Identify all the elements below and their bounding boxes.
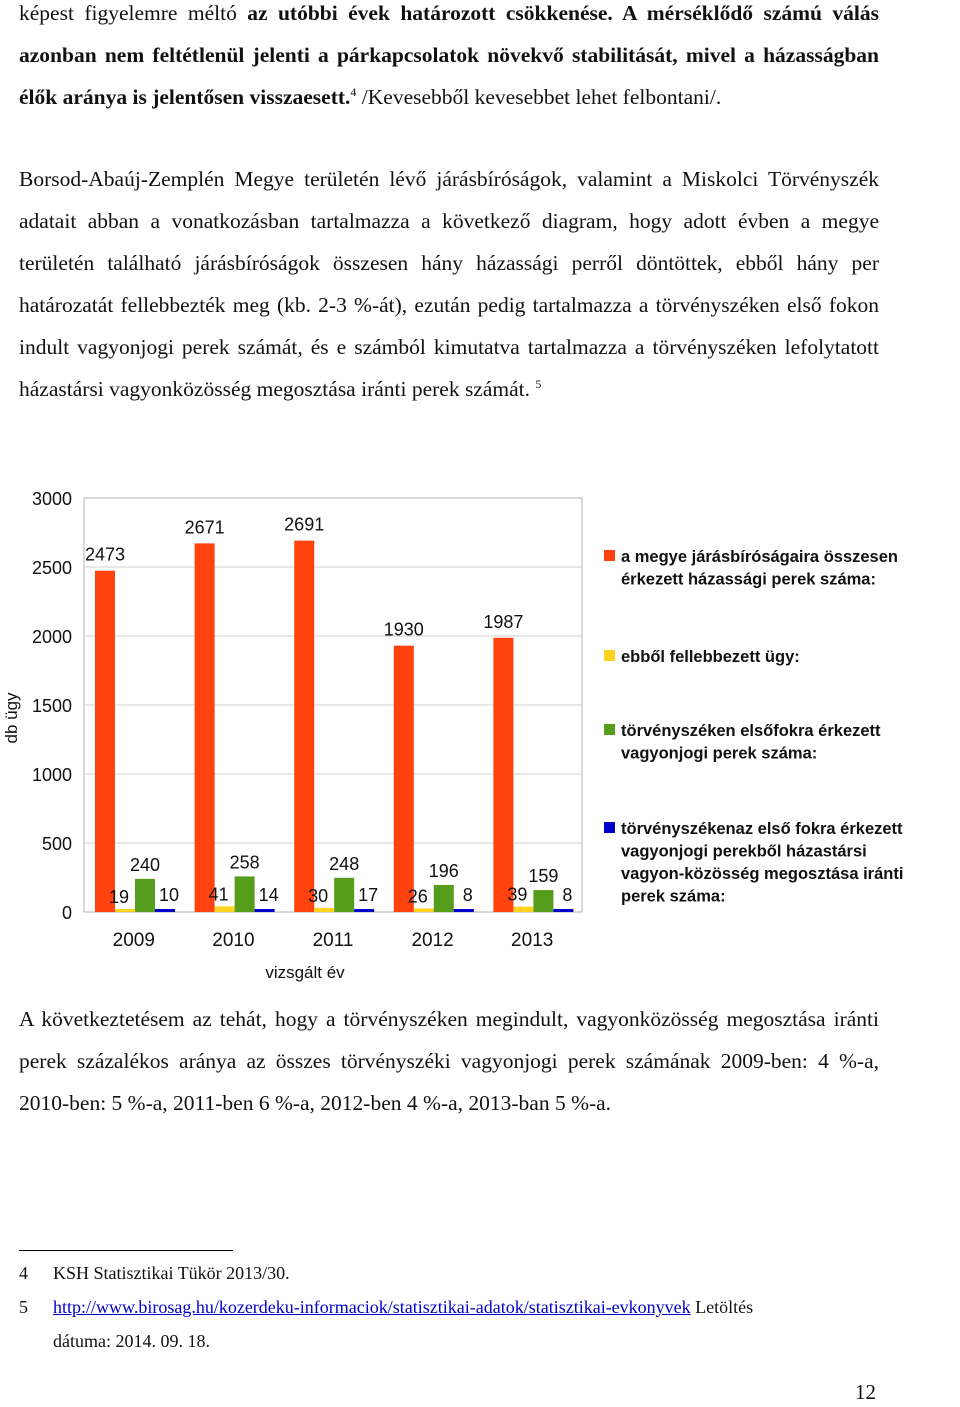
y-tick-label: 0 [61,903,72,923]
bar [394,646,414,912]
bar [533,890,553,912]
paragraph-intro [19,0,879,118]
bar [155,909,175,912]
bar [294,541,314,912]
y-tick-label: 1000 [31,765,72,785]
footnote-5 [19,1290,879,1358]
legend-label [621,722,881,763]
bar [513,907,533,912]
data-label: 26 [407,886,428,907]
x-tick-label: 2009 [112,930,155,951]
conclusion-text: A következtetésem az tehát, hogy a törvényszéken megindult, vagyonközösség megosztása iránti perek százalékos aránya az összes törvényszéki vagyonjogi perek számának 2009-ben: 4 %-a, 2010-ben: 5 %-a, 2011-ben 6 %-a, 2012-ben 4 %-a, 2013-ban 5 %-a. [19,1007,879,1115]
bar [414,908,434,912]
legend-label-line: érkezett házassági perek száma: [621,570,876,589]
data-label: 258 [229,852,260,873]
bar [115,909,135,912]
data-label: 41 [208,884,229,905]
data-label: 1930 [383,619,424,640]
footnote-link[interactable]: http://www.birosag.hu/kozerdeku-informaciok/statisztikai-adatok/statisztikai-evkonyvek [53,1297,691,1317]
x-axis-title: vizsgált év [265,963,345,982]
y-tick-label: 500 [41,834,72,854]
legend-swatch [604,650,615,661]
intro-bold-text: az utóbbi évek határozott csökkenése. A mérséklődő számú válás azonban nem feltétlenül jelenti a párkapcsolatok növekvő stabilitását, mivel a házasságban élők aránya is jelentősen visszaesett. [19,1,879,109]
y-tick-label: 3000 [31,489,72,509]
legend-swatch [604,822,615,833]
y-tick-label: 2000 [31,627,72,647]
legend-label-line: törvényszéken elsőfokra érkezett [621,722,881,740]
data-label: 19 [108,887,130,907]
x-tick-label: 2012 [411,930,454,951]
data-label: 248 [329,853,360,874]
legend-label [621,548,898,589]
bar-chart [0,478,960,990]
legend-label-line: ebből fellebbezett ügy: [621,648,800,666]
bar [215,906,235,912]
footnote-number: 4 [19,1263,28,1283]
data-label: 30 [308,885,329,906]
y-tick-label: 2500 [31,558,72,578]
bar [553,909,573,912]
legend-swatch [604,550,615,561]
data-label: 10 [158,885,180,905]
x-tick-label: 2013 [511,930,554,951]
bar [255,909,275,912]
data-label: 1987 [483,611,524,632]
x-tick-label: 2011 [312,930,354,951]
paragraph-chart-description [19,158,879,410]
footnote-ref-5[interactable]: 5 [535,376,542,391]
footnote-date: dátuma: 2014. 09. 18. [53,1331,210,1351]
page-number: 12 [855,1380,876,1404]
bar [135,879,155,912]
paragraph-conclusion [19,998,879,1124]
data-label: 14 [258,885,279,905]
legend-label-line: vagyonjogi perekből házastársi [621,842,867,861]
bar [314,908,334,912]
legend-label [621,648,800,666]
bar [334,878,354,912]
legend-label-line: vagyonjogi perek száma: [621,744,818,763]
bar [354,909,374,912]
data-label: 2671 [184,517,225,538]
bar [95,571,115,912]
data-label: 196 [428,860,459,881]
footnote-ref-4[interactable]: 4 [350,84,357,99]
legend-swatch [604,724,615,735]
data-label: 240 [129,854,161,875]
legend-label [621,820,903,906]
intro-text: képest figyelemre méltó [19,1,248,25]
data-label: 159 [528,866,559,887]
footnote-text: KSH Statisztikai Tükör 2013/30. [53,1263,290,1283]
data-label: 2691 [284,514,325,535]
footnote-divider [19,1250,233,1251]
intro-end-text: /Kevesebből kevesebbet lehet felbontani/. [356,85,722,109]
legend-label-line: törvényszékenaz első fokra érkezett [621,820,903,838]
description-text: Borsod-Abaúj-Zemplén Megye területén lévő járásbíróságok, valamint a Miskolci Törvényszék adatait abban a vonatkozásban tartalmazza a következő diagram, hogy adott évben a megye területén található járásbíróságok összesen hány házassági perről döntöttek, ebből hány per határozatát fellebbezték meg (kb. 2-3 %-át), ezután pedig tartalmazza a törvényszéken első fokon indult vagyonjogi perek számát, és e számból kimutatva tartalmazza a törvényszéken lefolytatott házastársi vagyonközösség megosztása iránti perek számát. [19,167,879,401]
data-label: 2473 [84,544,126,565]
y-tick-label: 1500 [31,696,72,716]
data-label: 8 [462,885,473,905]
bar [434,885,454,912]
y-axis-title: db ügy [2,692,21,744]
footnote-number: 5 [19,1297,28,1317]
legend-label-line: vagyon-közösség megosztása iránti [621,865,904,883]
footnote-4 [19,1256,290,1290]
x-tick-label: 2010 [212,930,255,951]
data-label: 39 [507,884,528,905]
bar [195,543,215,912]
bar [454,909,474,912]
data-label: 17 [358,885,379,905]
data-label: 8 [562,885,573,905]
bar [235,876,255,912]
footnote-text: Letöltés [690,1297,754,1317]
legend-label-line: a megye járásbíróságaira összesen [621,548,898,566]
bar [493,638,513,912]
legend-label-line: perek száma: [621,887,726,906]
